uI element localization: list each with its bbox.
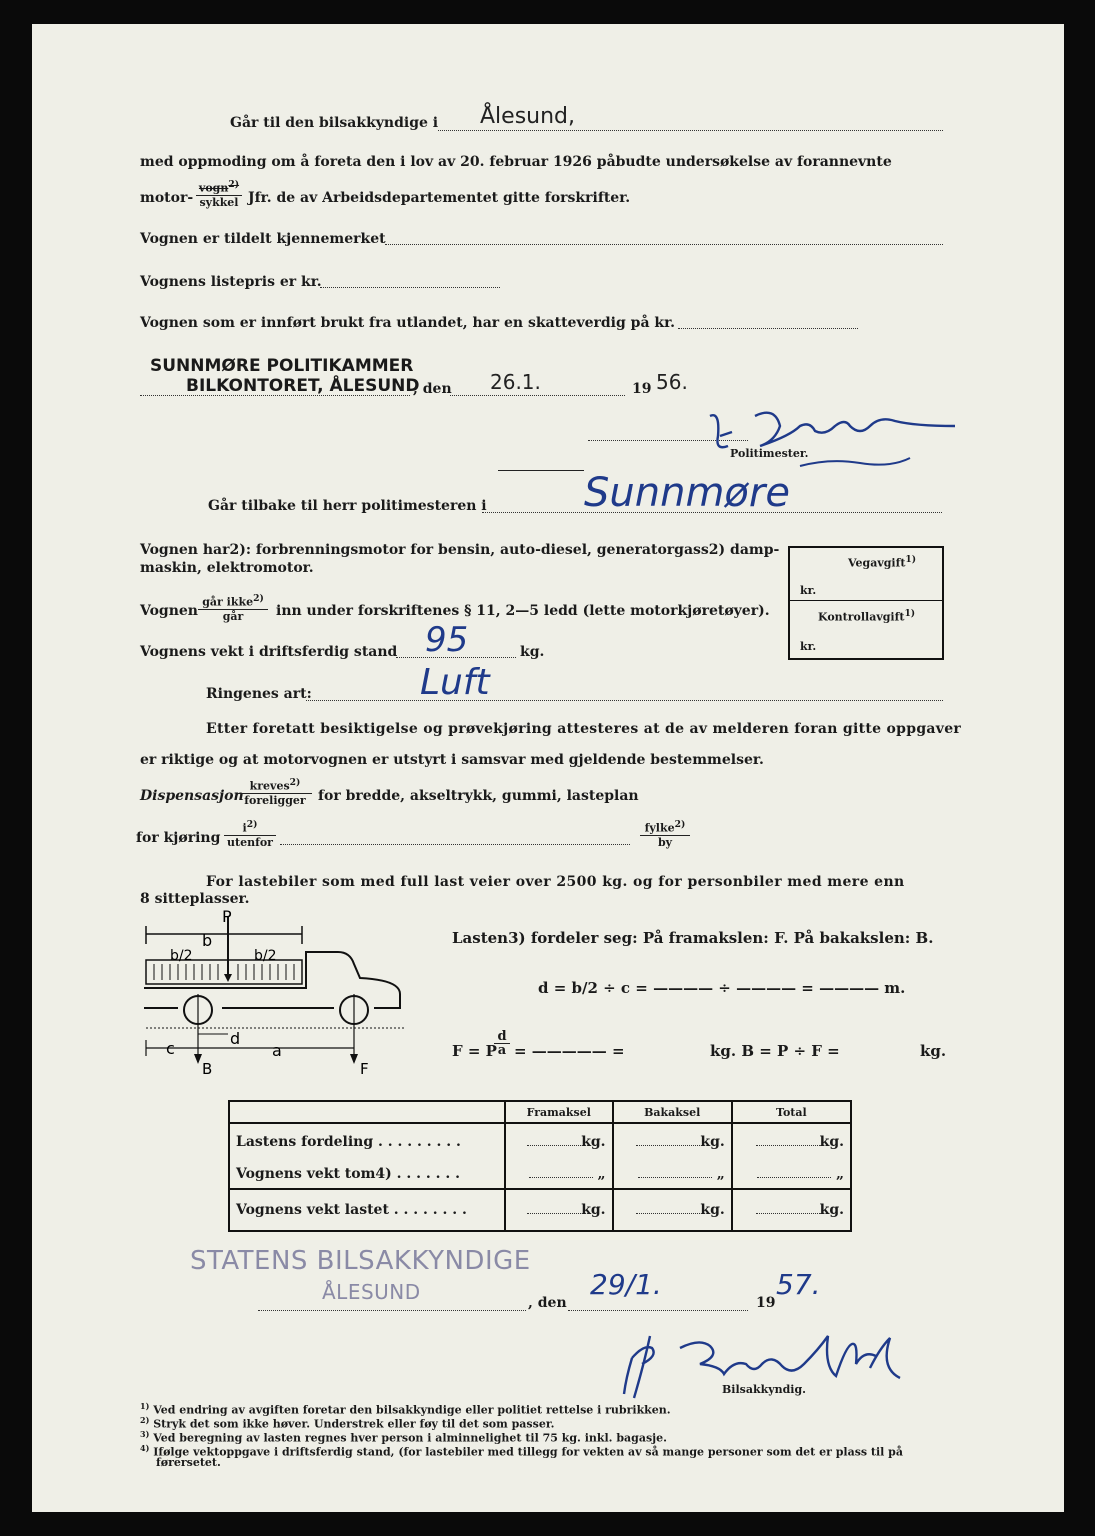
kontrollavgift-label: Kontrollavgift bbox=[818, 610, 905, 624]
trucks-line2: 8 sitteplasser. bbox=[140, 891, 250, 907]
table-cell[interactable]: kg. bbox=[732, 1189, 851, 1231]
load-distribution-text: Lasten3) fordeler seg: På framakslen: F. På bakakslen: B. bbox=[452, 929, 934, 947]
date1-field[interactable] bbox=[450, 395, 625, 396]
formula-f-fraction: $\frac{d}{a}$ bbox=[494, 1030, 510, 1057]
dispensation-fraction: kreves$^{2)}$ foreligger bbox=[238, 776, 312, 807]
list-price-label: Vognens listepris er kr. bbox=[140, 274, 322, 290]
registration-label: Vognen er tildelt kjennemerket bbox=[140, 231, 386, 247]
footnote-4: $^{4)}$ Ifølge vektoppgave i driftsferdig stand, (for lastebiler med tillegg for vekten av så mange personer som det er plass til på bbox=[140, 1443, 904, 1459]
list-price-field[interactable] bbox=[320, 287, 500, 288]
attestation-line2: er riktige og at motorvognen er utstyrt i samsvar med gjeldende bestemmelser. bbox=[140, 752, 764, 768]
formula-b: kg. B = P ÷ F = bbox=[710, 1042, 840, 1060]
vegavgift-label: Vegavgift bbox=[848, 556, 906, 570]
kontrollavgift-kr: kr. bbox=[800, 640, 817, 653]
footnote-4-cont: førersetet. bbox=[156, 1456, 221, 1469]
motor-type-fraction: vogn$^{2)}$ sykkel bbox=[196, 178, 242, 209]
table-cell[interactable]: kg. bbox=[613, 1123, 732, 1159]
taxable-value-label: Vognen som er innført brukt fra utlandet, har en skatteverdig på kr. bbox=[140, 315, 676, 331]
fee-box: Vegavgift$^{1)}$ kr. Kontrollavgift$^{1)}$ kr. bbox=[788, 546, 944, 660]
load-table bbox=[228, 1100, 852, 1232]
diagram-b-label: b bbox=[202, 931, 213, 950]
diagram-f-label: F bbox=[360, 1060, 369, 1078]
formula-d: d = b/2 ÷ c = ———— ÷ ———— = ———— m. bbox=[538, 979, 906, 997]
footnote-3: $^{3)}$ Ved beregning av lasten regnes hver person i alminnelighet til 75 kg. inkl. bagasje. bbox=[140, 1429, 667, 1445]
engine-type-line2: maskin, elektromotor. bbox=[140, 560, 314, 576]
request-text: med oppmoding om å foreta den i lov av 20. februar 1926 påbudte undersøkelse av forannevnte bbox=[140, 154, 892, 170]
gaar-prefix: Vognen bbox=[140, 603, 198, 619]
table-cell[interactable]: kg. bbox=[505, 1189, 613, 1231]
formula-b-unit: kg. bbox=[920, 1042, 947, 1060]
weight-unit: kg. bbox=[520, 644, 545, 660]
place-field[interactable] bbox=[438, 130, 943, 131]
date1-year: 56. bbox=[656, 370, 688, 394]
header-bakaksel: Bakaksel bbox=[613, 1101, 732, 1123]
engine-type-line1: Vognen har2): forbrenningsmotor for bensin, auto-diesel, generatorgass2) damp- bbox=[140, 542, 780, 558]
row-label: Vognens vekt tom4) . . . . . . . bbox=[229, 1159, 505, 1189]
dispensation-text: for bredde, akseltrykk, gummi, lasteplan bbox=[318, 788, 639, 804]
tyres-label: Ringenes art: bbox=[206, 686, 312, 702]
return-place-value: Sunnmøre bbox=[584, 470, 790, 516]
formula-f-eq: = ————— = bbox=[514, 1042, 625, 1060]
date2-field[interactable] bbox=[568, 1310, 748, 1311]
police-stamp: SUNNMØRE POLITIKAMMER BILKONTORET, ÅLESUND bbox=[150, 356, 420, 396]
table-cell[interactable]: kg. bbox=[613, 1189, 732, 1231]
driving-label: for kjøring bbox=[136, 830, 221, 846]
footnote-1: $^{1)}$ Ved endring av avgiften foretar den bilsakkyndige eller politiet rettelse i rubrikken. bbox=[140, 1401, 671, 1417]
police-place-line bbox=[140, 395, 410, 396]
registration-field[interactable] bbox=[385, 244, 943, 245]
return-label: Går tilbake til herr politimesteren i bbox=[208, 498, 487, 514]
date1-century: 19 bbox=[632, 381, 652, 397]
diagram-a-label: a bbox=[272, 1041, 282, 1060]
table-row bbox=[229, 1123, 851, 1159]
vegavgift-kr: kr. bbox=[800, 584, 817, 597]
tyres-field[interactable] bbox=[306, 700, 943, 701]
date2-den: , den bbox=[528, 1295, 567, 1311]
table-cell[interactable]: „ bbox=[505, 1159, 613, 1189]
weight-value: 95 bbox=[425, 620, 469, 660]
truck-load-diagram bbox=[138, 908, 418, 1078]
table-cell[interactable]: „ bbox=[613, 1159, 732, 1189]
row-label: Vognens vekt lastet . . . . . . . . bbox=[229, 1189, 505, 1231]
table-cell[interactable]: kg. bbox=[732, 1123, 851, 1159]
diagram-d-label: d bbox=[230, 1029, 241, 1048]
table-cell[interactable]: „ bbox=[732, 1159, 851, 1189]
trucks-line1: For lastebiler som med full last veier over 2500 kg. og for personbiler med mere enn bbox=[206, 874, 905, 890]
diagram-p-label: P bbox=[222, 908, 232, 926]
driving-fraction: $i^{2)}$ utenfor bbox=[224, 818, 276, 849]
weight-label: Vognens vekt i driftsferdig stand bbox=[140, 644, 398, 660]
date2-year: 57. bbox=[776, 1268, 821, 1301]
formula-f-lhs: F = P bbox=[452, 1042, 497, 1060]
inspector-stamp: STATENS BILSAKKYNDIGE ÅLESUND bbox=[190, 1246, 531, 1304]
diagram-b2-right: b/2 bbox=[254, 948, 277, 964]
inspector-place-line bbox=[258, 1310, 526, 1311]
header-total: Total bbox=[732, 1101, 851, 1123]
driving-field[interactable] bbox=[280, 844, 630, 845]
date2-century: 19 bbox=[756, 1295, 776, 1311]
diagram-c-label: c bbox=[166, 1039, 175, 1058]
county-fraction: fylke$^{2)}$ by bbox=[640, 818, 690, 849]
table-cell[interactable]: kg. bbox=[505, 1123, 613, 1159]
separator-line bbox=[498, 470, 584, 471]
form-page bbox=[32, 24, 1064, 1512]
attestation-line1: Etter foretatt besiktigelse og prøvekjøring attesteres at de av melderen foran gitte oppgaver bbox=[206, 721, 962, 737]
place-value: Ålesund, bbox=[480, 104, 576, 129]
dispensation-label: Dispensasjon bbox=[140, 788, 244, 804]
date2-day: 29/1. bbox=[590, 1268, 662, 1301]
gaar-text: inn under forskriftenes § 11, 2—5 ledd (lette motorkjøretøyer). bbox=[276, 603, 770, 619]
header-framaksel: Framaksel bbox=[505, 1101, 613, 1123]
gaar-fraction: går ikke$^{2)}$ går bbox=[198, 592, 268, 623]
table-row bbox=[229, 1159, 851, 1189]
tyres-value: Luft bbox=[420, 662, 490, 703]
footnote-2: $^{2)}$ Stryk det som ikke høver. Understrek eller føy til det som passer. bbox=[140, 1415, 555, 1431]
motor-prefix: motor- bbox=[140, 190, 194, 206]
politimester-label: Politimester. bbox=[730, 447, 809, 460]
bilsakkyndig-label: Bilsakkyndig. bbox=[722, 1383, 806, 1396]
goes-to-label: Går til den bilsakkyndige i bbox=[230, 115, 439, 131]
table-row bbox=[229, 1189, 851, 1231]
date1-day: 26.1. bbox=[490, 370, 541, 394]
regulations-text: Jfr. de av Arbeidsdepartementet gitte forskrifter. bbox=[248, 190, 631, 206]
date1-den: , den bbox=[413, 381, 452, 397]
diagram-bl-label: B bbox=[202, 1060, 213, 1078]
taxable-value-field[interactable] bbox=[678, 328, 858, 329]
diagram-b2-left: b/2 bbox=[170, 948, 193, 964]
row-label: Lastens fordeling . . . . . . . . . bbox=[229, 1123, 505, 1159]
